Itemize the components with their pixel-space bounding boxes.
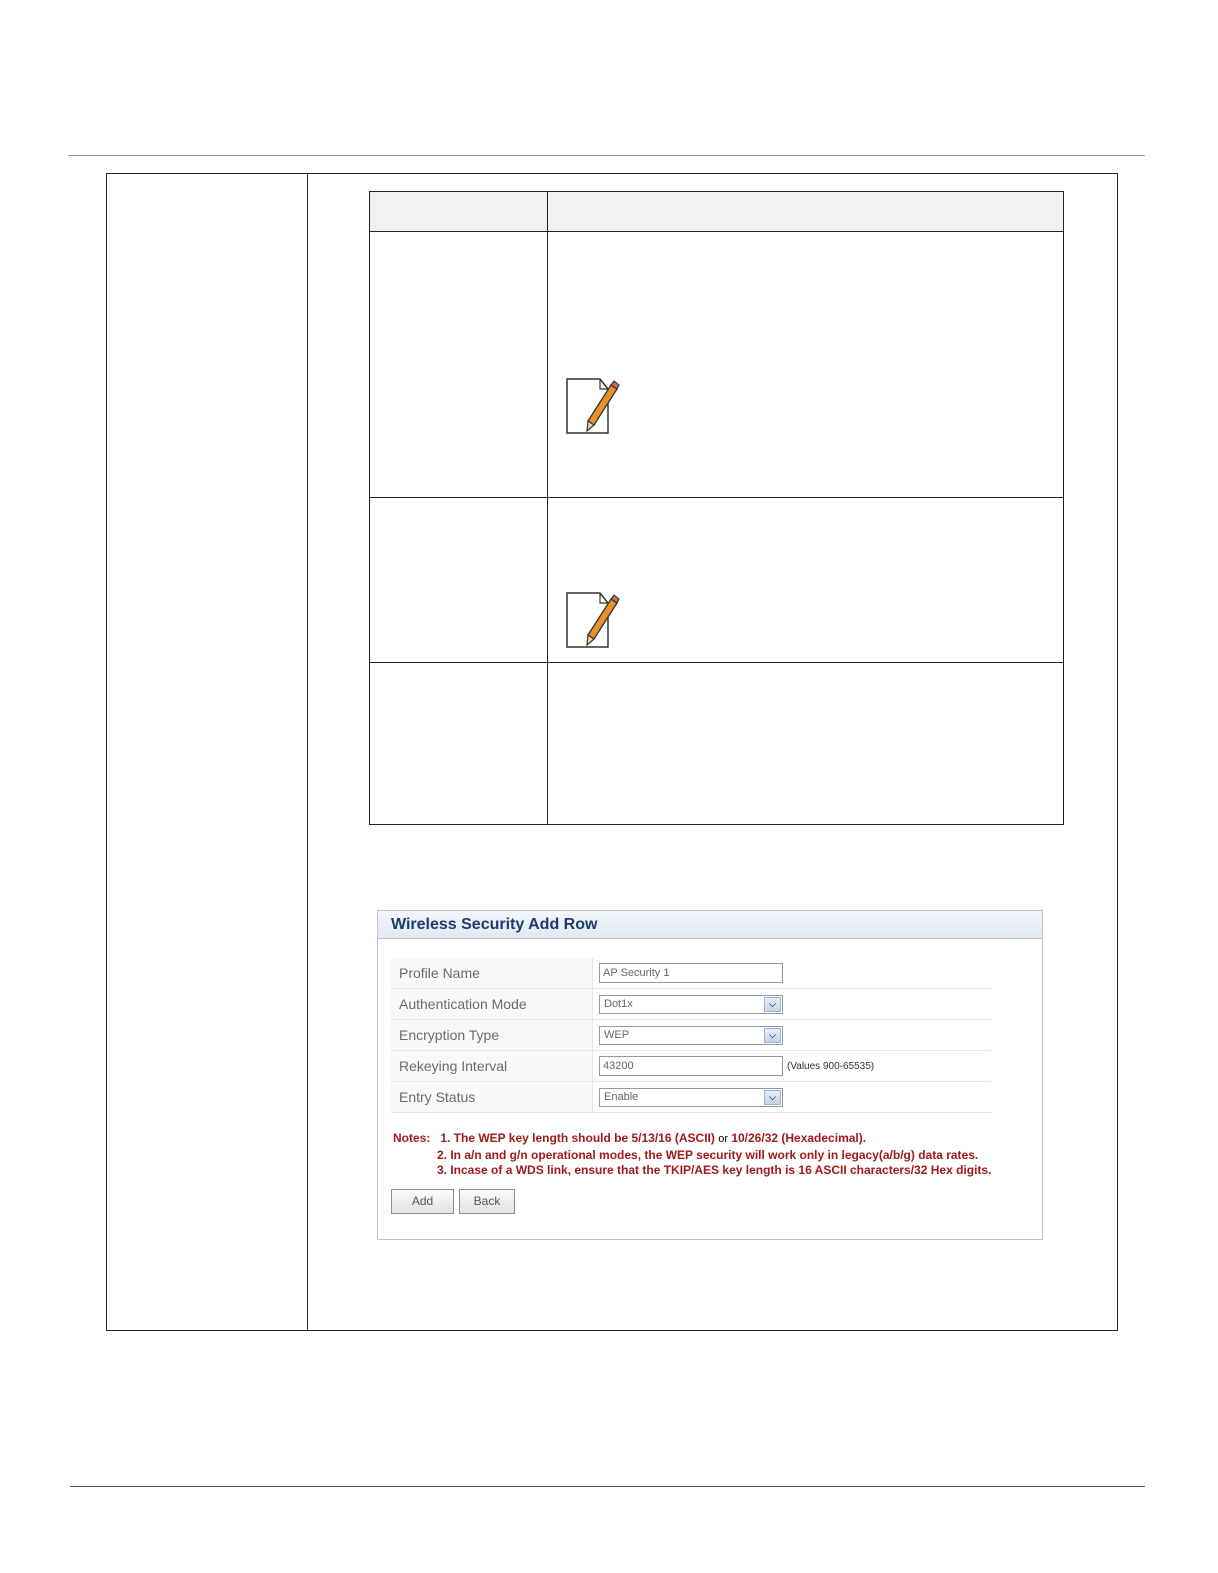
note-1-text-end: 10/26/32 (Hexadecimal). [731,1131,867,1145]
profile-name-input[interactable] [599,963,783,983]
outer-table-divider [307,173,308,1331]
authentication-mode-value: Dot1x [604,997,633,1010]
parameter-table-row-divider [370,497,1063,498]
form-row-profile-name [391,958,991,989]
notes-label: Notes: [393,1131,431,1145]
note-1-connector: or [718,1133,728,1145]
parameter-table-header [370,192,1063,232]
note-pencil-icon [564,375,620,435]
chevron-down-icon[interactable]: ⌵ [764,997,781,1012]
entry-status-select[interactable] [599,1088,783,1107]
rekeying-interval-input[interactable] [599,1056,783,1076]
panel-title: Wireless Security Add Row [391,916,598,933]
chevron-down-icon[interactable]: ⌵ [764,1090,781,1105]
profile-name-label: Profile Name [391,958,593,989]
entry-status-value: Enable [604,1090,639,1103]
note-pencil-icon [564,589,620,649]
form-row-rekeying-interval [391,1051,991,1082]
form-row-encryption-type [391,1020,991,1051]
add-button[interactable]: Add [391,1189,454,1214]
rekeying-interval-hint: (Values 900-65535) [787,1061,875,1072]
encryption-type-label: Encryption Type [391,1020,593,1051]
note-2-text: 2. In a/n and g/n operational modes, the WEP security will work only in legacy(a/b/g) data rates. [437,1147,979,1162]
footer-rule [70,1486,1145,1487]
parameter-table [369,191,1064,825]
chevron-down-icon[interactable]: ⌵ [764,1028,781,1043]
back-button[interactable]: Back [459,1189,515,1214]
note-3-text: 3. Incase of a WDS link, ensure that the TKIP/AES key length is 16 ASCII characters/32 Hex digits. [437,1163,992,1177]
parameter-table-column-divider [547,192,548,824]
entry-status-label: Entry Status [391,1082,593,1113]
form-row-authentication-mode [391,989,991,1020]
wireless-security-add-row-panel [377,910,1043,1240]
encryption-type-value: WEP [604,1028,630,1041]
authentication-mode-label: Authentication Mode [391,989,593,1020]
notes-block [393,1131,1033,1179]
rekeying-interval-label: Rekeying Interval [391,1051,593,1082]
note-1-text: 1. The WEP key length should be 5/13/16 (ASCII) [440,1131,715,1145]
form-row-entry-status [391,1082,991,1113]
header-rule [68,155,1145,156]
panel-header [378,911,1042,939]
authentication-mode-select[interactable] [599,995,783,1014]
security-form [391,958,991,1113]
encryption-type-select[interactable] [599,1026,783,1045]
parameter-table-row-divider [370,662,1063,663]
